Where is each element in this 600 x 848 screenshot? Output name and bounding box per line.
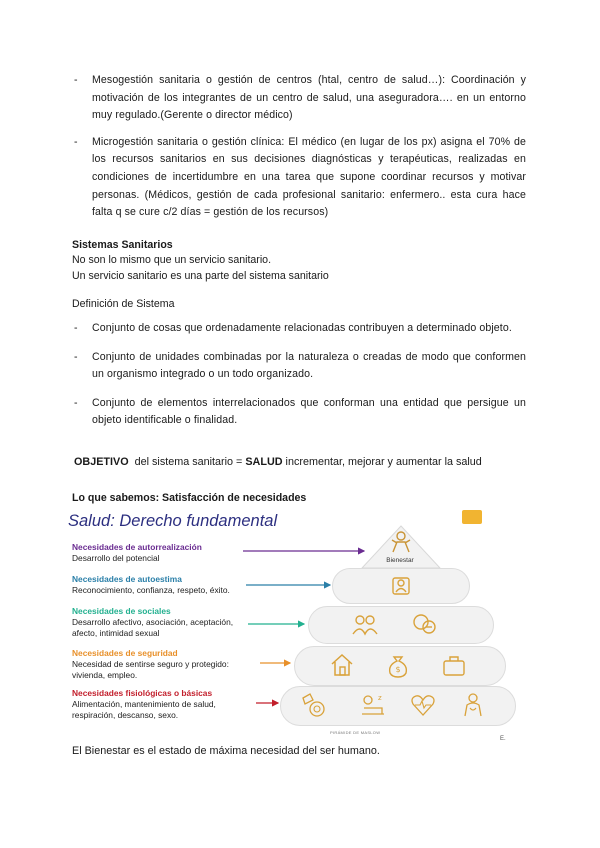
- need-desc: Desarrollo afectivo, asociación, aceptación, afecto, intimidad sexual: [72, 617, 234, 638]
- need-desc: Necesidad de sentirse seguro y protegido: vivienda, empleo.: [72, 659, 229, 680]
- pyramid-tier-sociales: [308, 606, 494, 644]
- objetivo-middle: del sistema sanitario =: [134, 456, 243, 468]
- bullet-mesogestion: - Mesogestión sanitaria o gestión de centros (htal, centro de salud…): Coordinación y motivación de los integrantes de un centro de salud, una aseguradora…. en un entorno muy regulado.(Gerente o director médico): [74, 74, 526, 122]
- breathing-person-icon: [458, 690, 488, 720]
- briefcase-icon: [440, 651, 468, 679]
- bullet-microgestion: - Microgestión sanitaria o gestión clínica: El médico (en lugar de los px) asigna el 70% de los recursos sanitarios en sus decisiones diagnósticas y terapéuticas, realizadas en condiciones de incertidumbre en una tarea que supone coordinar recursos y motivar personas. (Médicos, gestión de cada profesional sanitario: enfermero.. esta cura hace falta q se cure c/2 días = gestión de los recursos): [74, 135, 526, 219]
- sleeping-person-icon: [358, 690, 388, 720]
- need-title: Necesidades de autorrealización: [72, 542, 202, 552]
- maslow-infographic: [68, 506, 516, 736]
- bullet-dash: -: [74, 135, 78, 148]
- pyramid-top-label: Bienestar: [386, 557, 414, 564]
- corner-mark: E.: [500, 736, 506, 742]
- need-title: Necesidades fisiológicas o básicas: [72, 688, 213, 698]
- final-statement: El Bienestar es el estado de máxima necesidad del ser humano.: [72, 745, 380, 757]
- sistemas-line-2: Un servicio sanitario es una parte del sistema sanitario: [72, 270, 329, 282]
- need-title: Necesidades de autoestima: [72, 574, 182, 584]
- bullet-dash: -: [74, 350, 78, 363]
- money-bag-icon: [384, 651, 412, 679]
- food-plate-icon: [300, 690, 330, 720]
- need-desc: Alimentación, mantenimiento de salud, respiración, descanso, sexo.: [72, 699, 216, 720]
- heart-health-icon: [408, 690, 438, 720]
- infographic-title: Salud: Derecho fundamental: [68, 512, 278, 530]
- svg-text:$: $: [395, 665, 401, 674]
- need-title: Necesidades de seguridad: [72, 648, 178, 658]
- sistemas-line-1: No son lo mismo que un servicio sanitario.: [72, 254, 272, 266]
- need-desc: Desarrollo del potencial: [72, 553, 160, 563]
- recognition-icon: [388, 573, 414, 597]
- satisfaccion-heading: Lo que sabemos: Satisfacción de necesidades: [72, 492, 307, 504]
- objetivo-line: [74, 456, 482, 468]
- definicion-item: - Conjunto de elementos interrelacionados que conforman una entidad que persigue un objeto identificable o finalidad.: [74, 396, 526, 427]
- need-desc: Reconocimiento, confianza, respeto, éxito.: [72, 585, 230, 595]
- bullet-dash: -: [74, 396, 78, 409]
- definicion-item: - Conjunto de unidades combinadas por la naturaleza o creadas de modo que conformen un organismo integrado o un todo organizado.: [74, 350, 526, 381]
- objetivo-salud: SALUD: [245, 456, 283, 468]
- infographic-credit: PIRÁMIDE DE MASLOW: [330, 730, 381, 735]
- definicion-item: - Conjunto de cosas que ordenadamente relacionadas contribuyen a determinado objeto.: [92, 320, 526, 338]
- bullet-dash: -: [74, 74, 78, 86]
- need-title: Necesidades de sociales: [72, 606, 171, 616]
- sistemas-heading: Sistemas Sanitarios: [72, 239, 173, 251]
- bienestar-person-icon: [388, 530, 414, 554]
- social-group-icon: [351, 612, 379, 636]
- bullet-dash: -: [74, 322, 78, 334]
- definicion-bullet-list: [74, 320, 526, 441]
- management-bullet-list: [74, 72, 526, 222]
- objetivo-rest: incrementar, mejorar y aumentar la salud: [285, 456, 482, 468]
- objetivo-label: OBJETIVO: [74, 456, 129, 468]
- svg-text:z: z: [378, 694, 382, 702]
- chat-bubbles-icon: [411, 612, 439, 636]
- house-icon: [328, 651, 356, 679]
- definicion-heading: Definición de Sistema: [72, 298, 175, 310]
